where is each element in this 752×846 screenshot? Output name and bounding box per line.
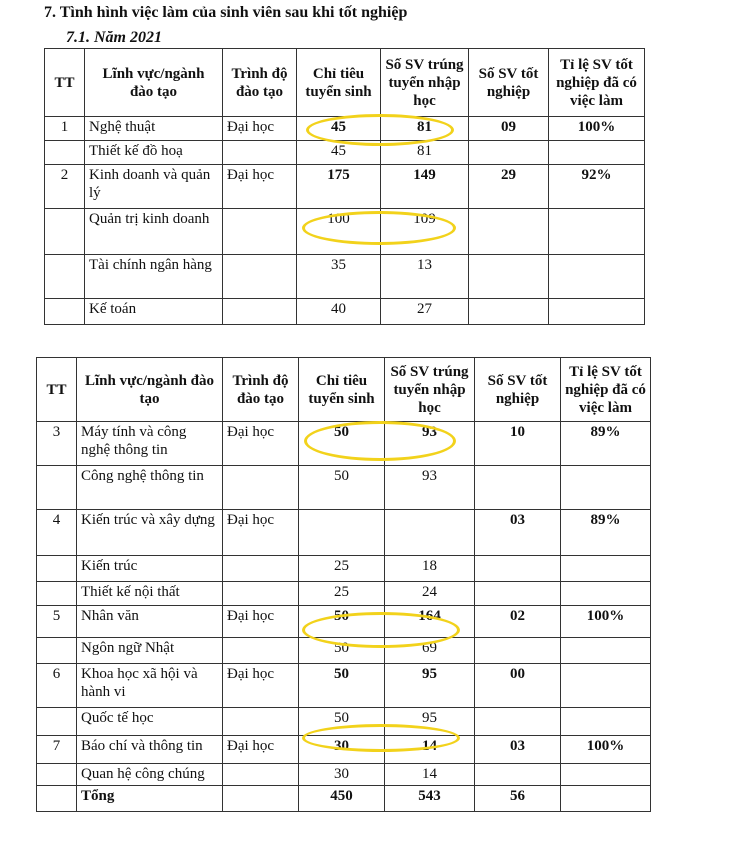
cell-employed: 89%	[561, 422, 651, 466]
cell-employed: 100%	[561, 736, 651, 764]
table-row	[37, 664, 651, 708]
cell-field: Máy tính và công nghệ thông tin	[77, 422, 223, 466]
cell-admitted: 81	[381, 141, 469, 165]
highlight-ellipse	[304, 421, 456, 461]
cell-employed	[549, 255, 645, 299]
col-employed: Tỉ lệ SV tốt nghiệp đã có việc làm	[549, 49, 645, 117]
col-graduated: Số SV tốt nghiệp	[475, 358, 561, 422]
cell-level	[223, 299, 297, 325]
table-row	[37, 556, 651, 582]
cell-field: Công nghệ thông tin	[77, 466, 223, 510]
cell-level: Đại học	[223, 165, 297, 209]
cell-tt: 1	[45, 117, 85, 141]
cell-quota	[299, 510, 385, 556]
cell-tt	[45, 141, 85, 165]
cell-field: Kế toán	[85, 299, 223, 325]
cell-field: Kiến trúc và xây dựng	[77, 510, 223, 556]
cell-employed	[561, 786, 651, 812]
cell-graduated	[475, 466, 561, 510]
cell-quota: 40	[297, 299, 381, 325]
total-label: Tổng	[77, 786, 223, 812]
cell-admitted: 14	[385, 764, 475, 786]
cell-admitted: 93	[385, 466, 475, 510]
cell-level: Đại học	[223, 664, 299, 708]
cell-field: Tài chính ngân hàng	[85, 255, 223, 299]
cell-tt	[37, 638, 77, 664]
cell-tt: 2	[45, 165, 85, 209]
cell-quota: 25	[299, 556, 385, 582]
col-field: Lĩnh vực/ngành đào tạo	[77, 358, 223, 422]
cell-graduated: 10	[475, 422, 561, 466]
year-subheading: 7.1. Năm 2021	[66, 29, 162, 46]
cell-employed	[561, 638, 651, 664]
total-admitted: 543	[385, 786, 475, 812]
cell-field: Kiến trúc	[77, 556, 223, 582]
cell-field: Nhân văn	[77, 606, 223, 638]
col-graduated: Số SV tốt nghiệp	[469, 49, 549, 117]
cell-tt	[37, 466, 77, 510]
cell-field: Quản trị kinh doanh	[85, 209, 223, 255]
cell-employed	[561, 582, 651, 606]
cell-graduated	[475, 582, 561, 606]
cell-tt: 6	[37, 664, 77, 708]
cell-graduated	[475, 764, 561, 786]
cell-employed	[561, 466, 651, 510]
highlight-ellipse	[302, 211, 456, 245]
cell-admitted: 13	[381, 255, 469, 299]
cell-quota: 50	[299, 638, 385, 664]
cell-tt: 7	[37, 736, 77, 764]
cell-admitted: 109	[381, 209, 469, 255]
highlight-ellipse	[302, 724, 460, 752]
cell-graduated: 00	[475, 664, 561, 708]
cell-level	[223, 209, 297, 255]
cell-graduated: 09	[469, 117, 549, 141]
cell-field: Thiết kế nội thất	[77, 582, 223, 606]
cell-graduated: 03	[475, 736, 561, 764]
cell-graduated	[475, 556, 561, 582]
cell-quota: 50	[299, 422, 385, 466]
cell-quota: 50	[299, 466, 385, 510]
cell-level	[223, 708, 299, 736]
col-tt: TT	[37, 358, 77, 422]
cell-employed	[561, 708, 651, 736]
cell-level	[223, 141, 297, 165]
table-row	[37, 510, 651, 556]
employment-table-1	[44, 48, 645, 325]
cell-level	[223, 582, 299, 606]
cell-tt	[37, 708, 77, 736]
cell-tt	[37, 764, 77, 786]
cell-employed	[549, 299, 645, 325]
cell-field: Ngôn ngữ Nhật	[77, 638, 223, 664]
cell-tt	[37, 582, 77, 606]
table-row	[37, 764, 651, 786]
col-level: Trình độ đào tạo	[223, 49, 297, 117]
cell-level	[223, 255, 297, 299]
total-graduated: 56	[475, 786, 561, 812]
cell-tt	[37, 556, 77, 582]
cell-tt	[45, 299, 85, 325]
total-quota: 450	[299, 786, 385, 812]
cell-graduated	[469, 141, 549, 165]
cell-graduated: 29	[469, 165, 549, 209]
table-row	[45, 165, 645, 209]
cell-quota: 30	[299, 736, 385, 764]
cell-admitted: 24	[385, 582, 475, 606]
cell-admitted: 69	[385, 638, 475, 664]
cell-graduated	[469, 209, 549, 255]
table-row	[37, 582, 651, 606]
cell-field: Quan hệ công chúng	[77, 764, 223, 786]
cell-field: Thiết kế đồ hoạ	[85, 141, 223, 165]
cell-level: Đại học	[223, 117, 297, 141]
col-admitted: Số SV trúng tuyển nhập học	[381, 49, 469, 117]
cell-employed	[561, 664, 651, 708]
cell-field: Khoa học xã hội và hành vi	[77, 664, 223, 708]
cell-employed: 100%	[549, 117, 645, 141]
cell-level: Đại học	[223, 510, 299, 556]
col-quota: Chỉ tiêu tuyển sinh	[299, 358, 385, 422]
cell-quota: 30	[299, 764, 385, 786]
col-admitted: Số SV trúng tuyển nhập học	[385, 358, 475, 422]
cell-admitted	[385, 510, 475, 556]
cell-graduated	[475, 708, 561, 736]
cell-graduated	[475, 638, 561, 664]
cell-employed	[561, 556, 651, 582]
highlight-ellipse	[306, 114, 454, 146]
col-level: Trình độ đào tạo	[223, 358, 299, 422]
cell-quota: 35	[297, 255, 381, 299]
cell-level	[223, 638, 299, 664]
section-heading: 7. Tình hình việc làm của sinh viên sau khi tốt nghiệp	[44, 4, 408, 21]
cell-admitted: 81	[381, 117, 469, 141]
cell-quota: 45	[297, 117, 381, 141]
cell-admitted: 164	[385, 606, 475, 638]
cell-tt: 3	[37, 422, 77, 466]
cell-quota: 100	[297, 209, 381, 255]
cell-graduated	[469, 255, 549, 299]
cell-employed: 89%	[561, 510, 651, 556]
cell-employed	[561, 764, 651, 786]
cell-field: Báo chí và thông tin	[77, 736, 223, 764]
cell-quota: 175	[297, 165, 381, 209]
cell-employed: 100%	[561, 606, 651, 638]
table-row	[45, 299, 645, 325]
cell-level	[223, 764, 299, 786]
highlight-ellipse	[302, 612, 460, 648]
cell-admitted: 149	[381, 165, 469, 209]
cell-admitted: 27	[381, 299, 469, 325]
cell-employed	[549, 141, 645, 165]
col-quota: Chỉ tiêu tuyển sinh	[297, 49, 381, 117]
cell-admitted: 14	[385, 736, 475, 764]
cell-level: Đại học	[223, 736, 299, 764]
cell-tt: 4	[37, 510, 77, 556]
col-tt: TT	[45, 49, 85, 117]
cell-tt: 5	[37, 606, 77, 638]
total-row	[37, 786, 651, 812]
cell-admitted: 95	[385, 708, 475, 736]
cell-quota: 45	[297, 141, 381, 165]
cell-field: Quốc tế học	[77, 708, 223, 736]
table-row	[45, 255, 645, 299]
cell-level	[223, 786, 299, 812]
col-field: Lĩnh vực/ngành đào tạo	[85, 49, 223, 117]
cell-field: Kinh doanh và quản lý	[85, 165, 223, 209]
cell-tt	[45, 209, 85, 255]
cell-level: Đại học	[223, 422, 299, 466]
cell-employed: 92%	[549, 165, 645, 209]
cell-quota: 50	[299, 606, 385, 638]
cell-graduated: 03	[475, 510, 561, 556]
cell-quota: 50	[299, 664, 385, 708]
cell-admitted: 93	[385, 422, 475, 466]
cell-level	[223, 556, 299, 582]
cell-admitted: 18	[385, 556, 475, 582]
cell-field: Nghệ thuật	[85, 117, 223, 141]
cell-employed	[549, 209, 645, 255]
cell-tt	[45, 255, 85, 299]
cell-graduated	[469, 299, 549, 325]
cell-level: Đại học	[223, 606, 299, 638]
cell-tt	[37, 786, 77, 812]
cell-graduated: 02	[475, 606, 561, 638]
cell-level	[223, 466, 299, 510]
col-employed: Tỉ lệ SV tốt nghiệp đã có việc làm	[561, 358, 651, 422]
cell-admitted: 95	[385, 664, 475, 708]
table-row	[37, 466, 651, 510]
cell-quota: 25	[299, 582, 385, 606]
cell-quota: 50	[299, 708, 385, 736]
